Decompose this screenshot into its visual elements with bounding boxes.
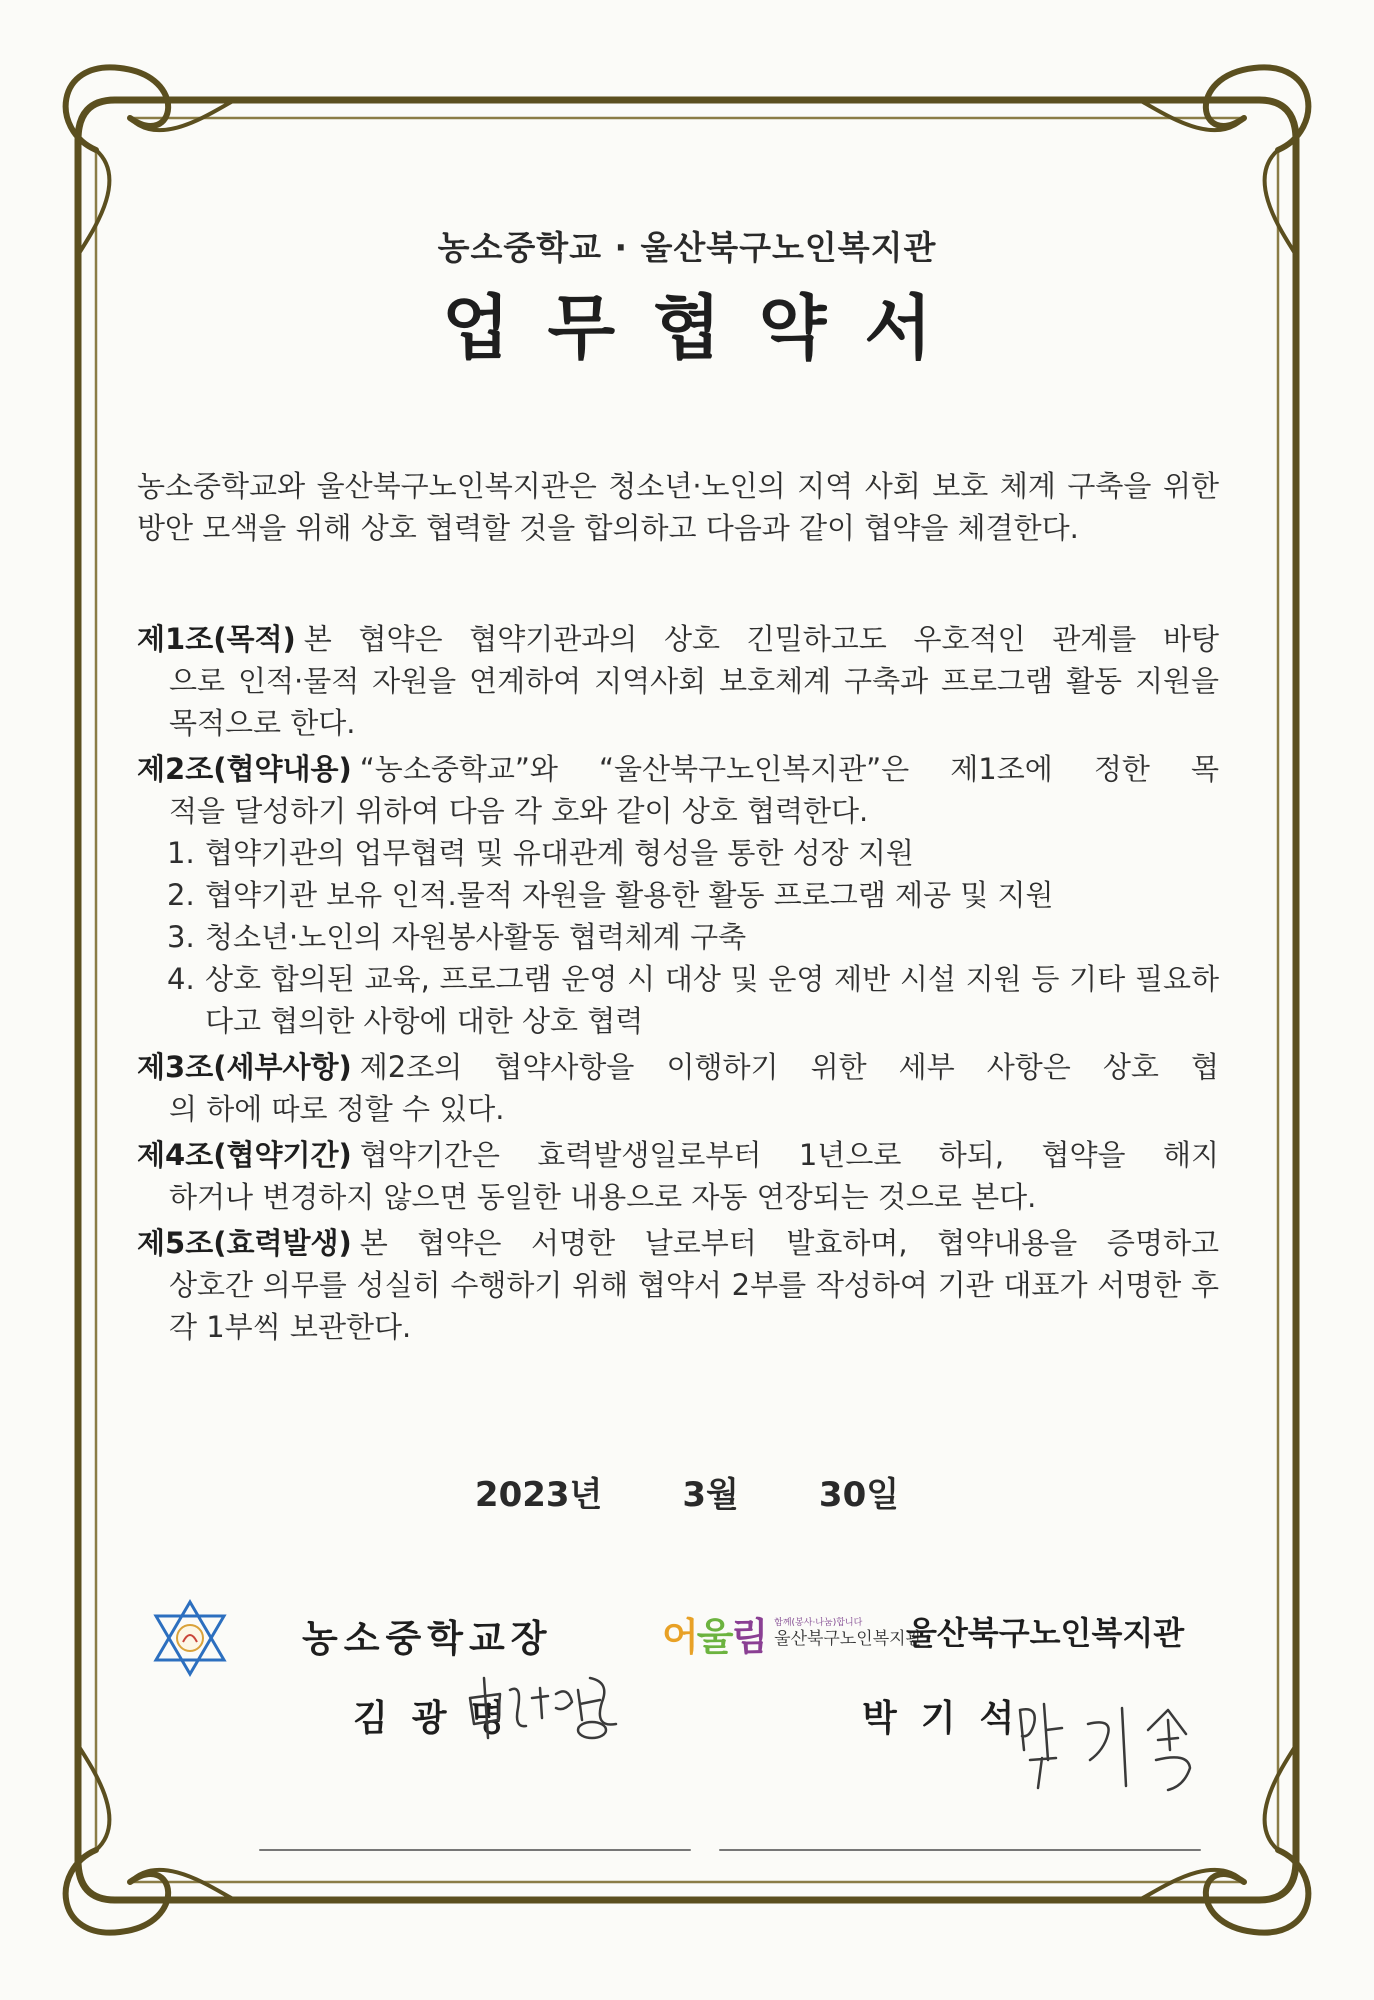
date-year: 2023년 — [474, 1475, 603, 1515]
article-2 — [137, 748, 1219, 1042]
article-text-continued: 의 하에 따로 정할 수 있다. — [169, 1092, 505, 1126]
article-text: 본 협약은 서명한 날로부터 발효하며, 협약내용을 증명하고 — [359, 1226, 1219, 1260]
school-signatory-title: 농소중학교장 — [302, 1617, 553, 1660]
signing-date — [0, 1467, 1374, 1516]
intro-paragraph: 농소중학교와 울산북구노인복지관은 청소년·노인의 지역 사회 보호 체계 구축을 위한 방안 모색을 위해 상호 협력할 것을 합의하고 다음과 같이 협약을 체결한다. — [137, 469, 1219, 545]
article-text: “농소중학교”와 “울산북구노인복지관”은 제1조에 정한 목 — [359, 752, 1219, 786]
article-4 — [137, 1134, 1219, 1218]
article-text-continued: 으로 인적·물적 자원을 연계하여 지역사회 보호체계 구축과 프로그램 활동 지원을 목적으로 한다. — [169, 664, 1219, 740]
document-subtitle: 농소중학교 · 울산북구노인복지관 — [437, 228, 937, 267]
article-head: 제3조(세부사항) — [137, 1050, 352, 1084]
article-head: 제4조(협약기간) — [137, 1138, 352, 1172]
document-title: 업무협약서 — [441, 287, 971, 369]
list-item: 2. 협약기관 보유 인적.물적 자원을 활용한 활동 프로그램 제공 및 지원 — [167, 878, 1054, 912]
article-2-items — [137, 832, 1219, 1042]
article-text: 본 협약은 협약기관과의 상호 긴밀하고도 우호적인 관계를 바탕 — [303, 622, 1219, 656]
center-logo-mark: 어울림 — [662, 1615, 767, 1659]
article-5 — [137, 1222, 1219, 1348]
article-text: 제2조의 협약사항을 이행하기 위한 세부 사항은 상호 협 — [359, 1050, 1219, 1084]
center-signatory-title: 울산북구노인복지관 — [906, 1614, 1185, 1652]
article-1 — [137, 618, 1219, 744]
center-signature — [1008, 1690, 1218, 1800]
list-item: 4. 상호 합의된 교육, 프로그램 운영 시 대상 및 운영 제반 시설 지원 등 기타 필요하다고 협의한 사항에 대한 상호 협력 — [167, 962, 1219, 1038]
center-logo — [662, 1606, 922, 1661]
article-text-continued: 적을 달성하기 위하여 다음 각 호와 같이 상호 협력한다. — [169, 794, 869, 828]
center-logo-tagline: 함께(봉사·나눔)합니다 — [774, 1618, 863, 1628]
article-text: 협약기간은 효력발생일로부터 1년으로 하되, 협약을 해지 — [359, 1138, 1219, 1172]
article-text-continued: 상호간 의무를 성실히 수행하기 위해 협약서 2부를 작성하여 기관 대표가 서명한 후 각 1부씩 보관한다. — [169, 1268, 1219, 1344]
date-day: 30일 — [818, 1475, 900, 1515]
article-head: 제5조(효력발생) — [137, 1226, 352, 1260]
school-signatory-name: 김광명 — [353, 1698, 530, 1739]
center-signatory-name: 박기석 — [862, 1698, 1039, 1739]
list-item: 3. 청소년·노인의 자원봉사활동 협력체계 구축 — [167, 920, 747, 954]
article-head: 제1조(목적) — [137, 622, 296, 656]
article-head: 제2조(협약내용) — [137, 752, 352, 786]
article-3 — [137, 1046, 1219, 1130]
article-text-continued: 하거나 변경하지 않으면 동일한 내용으로 자동 연장되는 것으로 본다. — [169, 1180, 1037, 1214]
list-item: 1. 협약기관의 업무협력 및 유대관계 형성을 통한 성장 지원 — [167, 836, 914, 870]
articles-list — [137, 618, 1219, 1352]
center-logo-name: 울산북구노인복지관 — [774, 1629, 922, 1649]
date-month: 3월 — [682, 1475, 739, 1515]
school-signature — [460, 1668, 630, 1748]
star-of-david-emblem-icon — [150, 1598, 230, 1678]
